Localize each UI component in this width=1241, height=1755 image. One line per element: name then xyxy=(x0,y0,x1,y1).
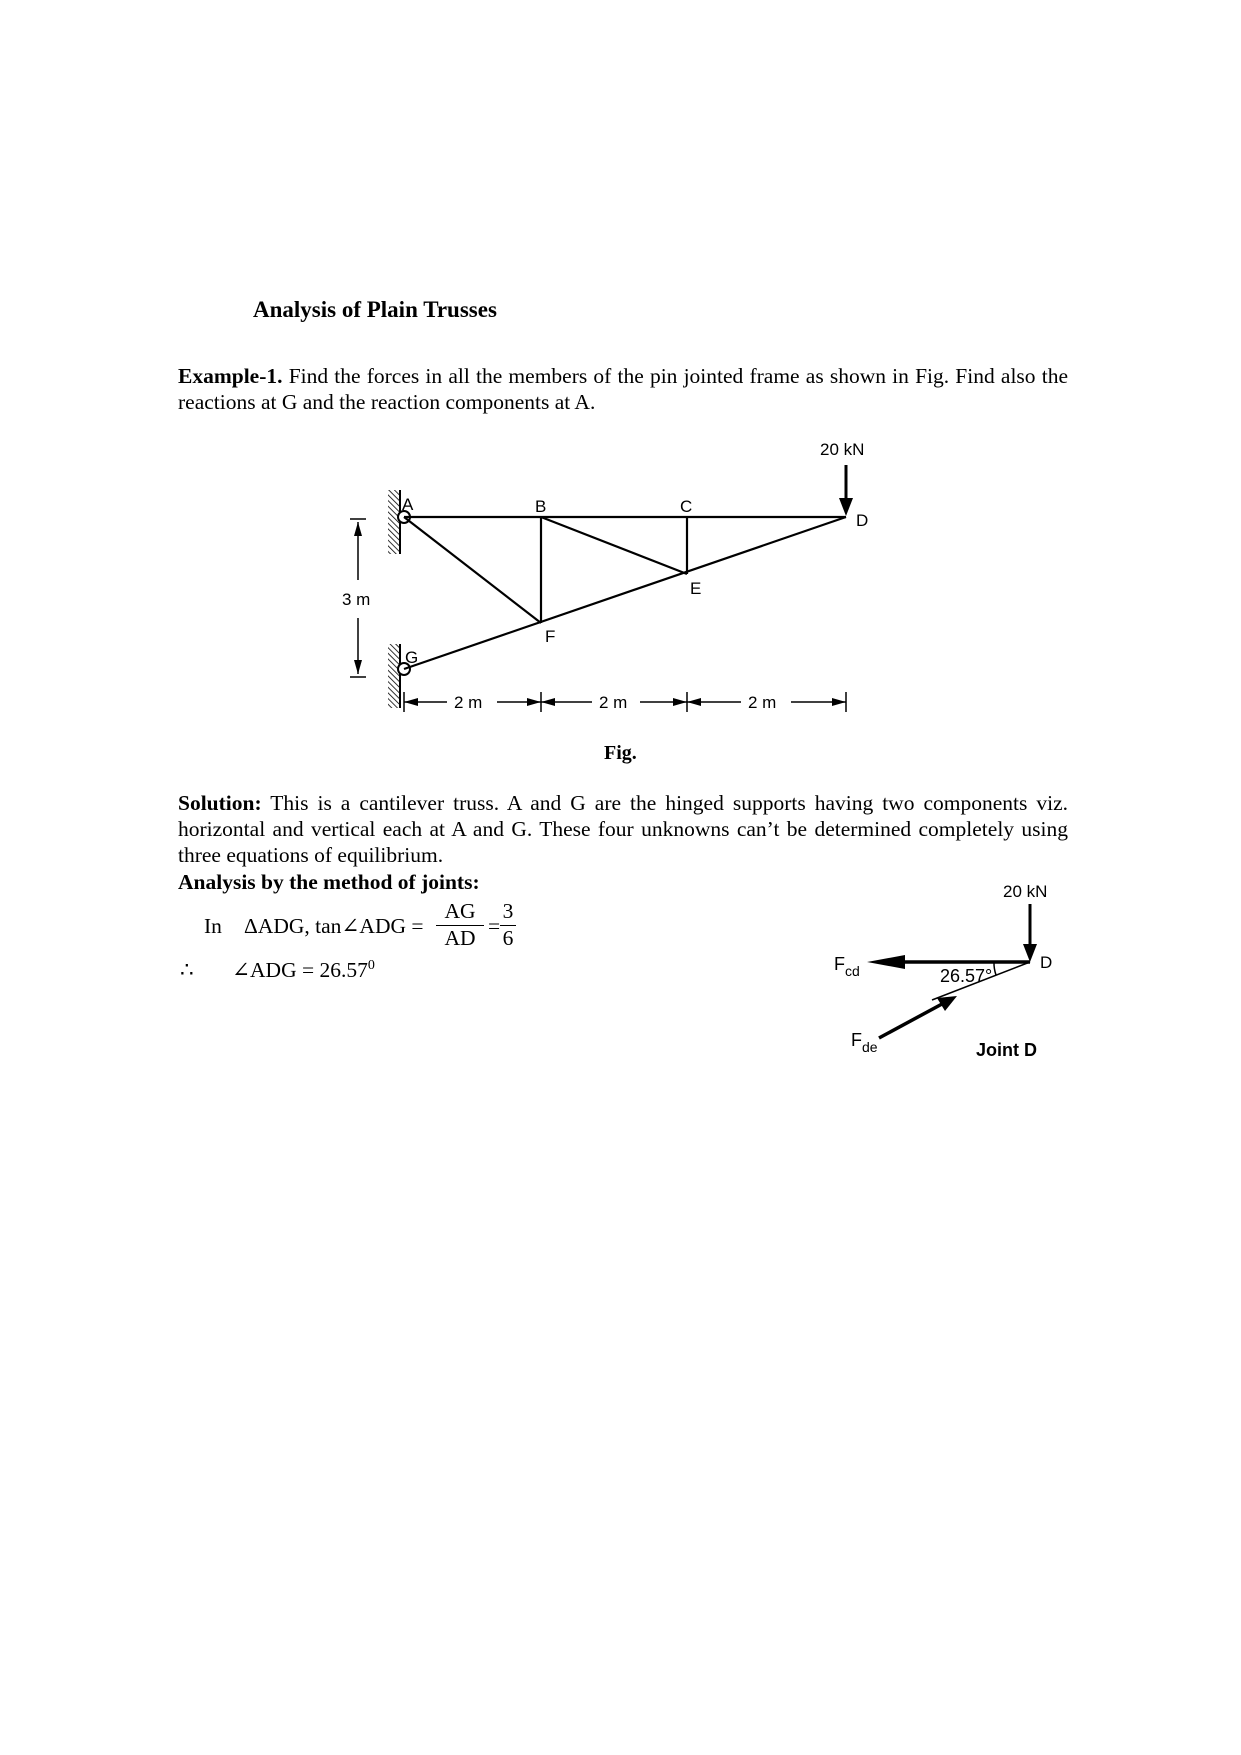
solution-paragraph xyxy=(178,790,1068,868)
frac-3-6 xyxy=(500,899,516,951)
joint-label-g: G xyxy=(405,648,419,667)
solution-label: Solution: xyxy=(178,791,262,815)
frac-num-2: 3 xyxy=(502,899,514,923)
eq-equals: = xyxy=(488,914,501,938)
fcd-arrow xyxy=(867,955,905,969)
frac-den-2: 6 xyxy=(502,926,514,950)
span-label-2: 2 m xyxy=(599,693,628,712)
support-wall-g xyxy=(388,644,400,708)
joint-label-e: E xyxy=(690,579,702,598)
angle-result: ∠ADG = $26.57^0$ xyxy=(232,958,375,983)
joint-d-title: Joint D xyxy=(976,1040,1037,1060)
frac-den-1: AD xyxy=(444,926,476,950)
joint-label-f: F xyxy=(545,627,556,646)
support-wall-a xyxy=(388,490,400,554)
figure-caption: Fig. xyxy=(604,742,637,764)
height-label: 3 m xyxy=(342,590,371,609)
joint-label-a: A xyxy=(402,495,414,514)
page-heading: Analysis of Plain Trusses xyxy=(253,297,497,322)
example-text: Find the forces in all the members of the pin jointed frame as shown in Fig. Find also the reactions at G and the reaction components at A. xyxy=(178,364,1068,414)
fde-label: $F_{de}$ xyxy=(851,1030,878,1055)
eq-prefix: In xyxy=(204,914,222,938)
method-heading: Analysis by the method of joints: xyxy=(178,870,480,894)
joint-label-b: B xyxy=(535,497,547,516)
eq-triangle: ΔADG, tan∠ADG = xyxy=(244,914,424,938)
example-label: Example-1. xyxy=(178,364,283,388)
joint-label-d: D xyxy=(856,511,869,530)
therefore-symbol: ∴ xyxy=(180,958,194,982)
load-arrow xyxy=(839,498,853,516)
span-label-1: 2 m xyxy=(454,693,483,712)
member-be xyxy=(541,517,687,574)
load-label: 20 kN xyxy=(820,440,865,459)
fcd-label: $F_{cd}$ xyxy=(834,954,860,979)
angle-label: 26.57° xyxy=(940,966,993,986)
member-af xyxy=(404,517,541,623)
solution-text: This is a cantilever truss. A and G are the hinged supports having two components viz. horizontal and vertical each at A and G. These four unknowns can’t be determined completely using three equations of equilibrium. xyxy=(178,791,1068,867)
member-gd xyxy=(404,517,846,669)
joint-label-c: C xyxy=(680,497,693,516)
dim-arrow-down xyxy=(354,660,362,674)
dim-arrow-up xyxy=(354,522,362,536)
jd-joint-label: D xyxy=(1040,953,1053,972)
jd-load-arrow xyxy=(1023,944,1037,962)
frac-num-1: AG xyxy=(444,899,476,923)
span-label-3: 2 m xyxy=(748,693,777,712)
frac-ag-ad xyxy=(436,899,484,951)
jd-load-label: 20 kN xyxy=(1003,882,1048,901)
